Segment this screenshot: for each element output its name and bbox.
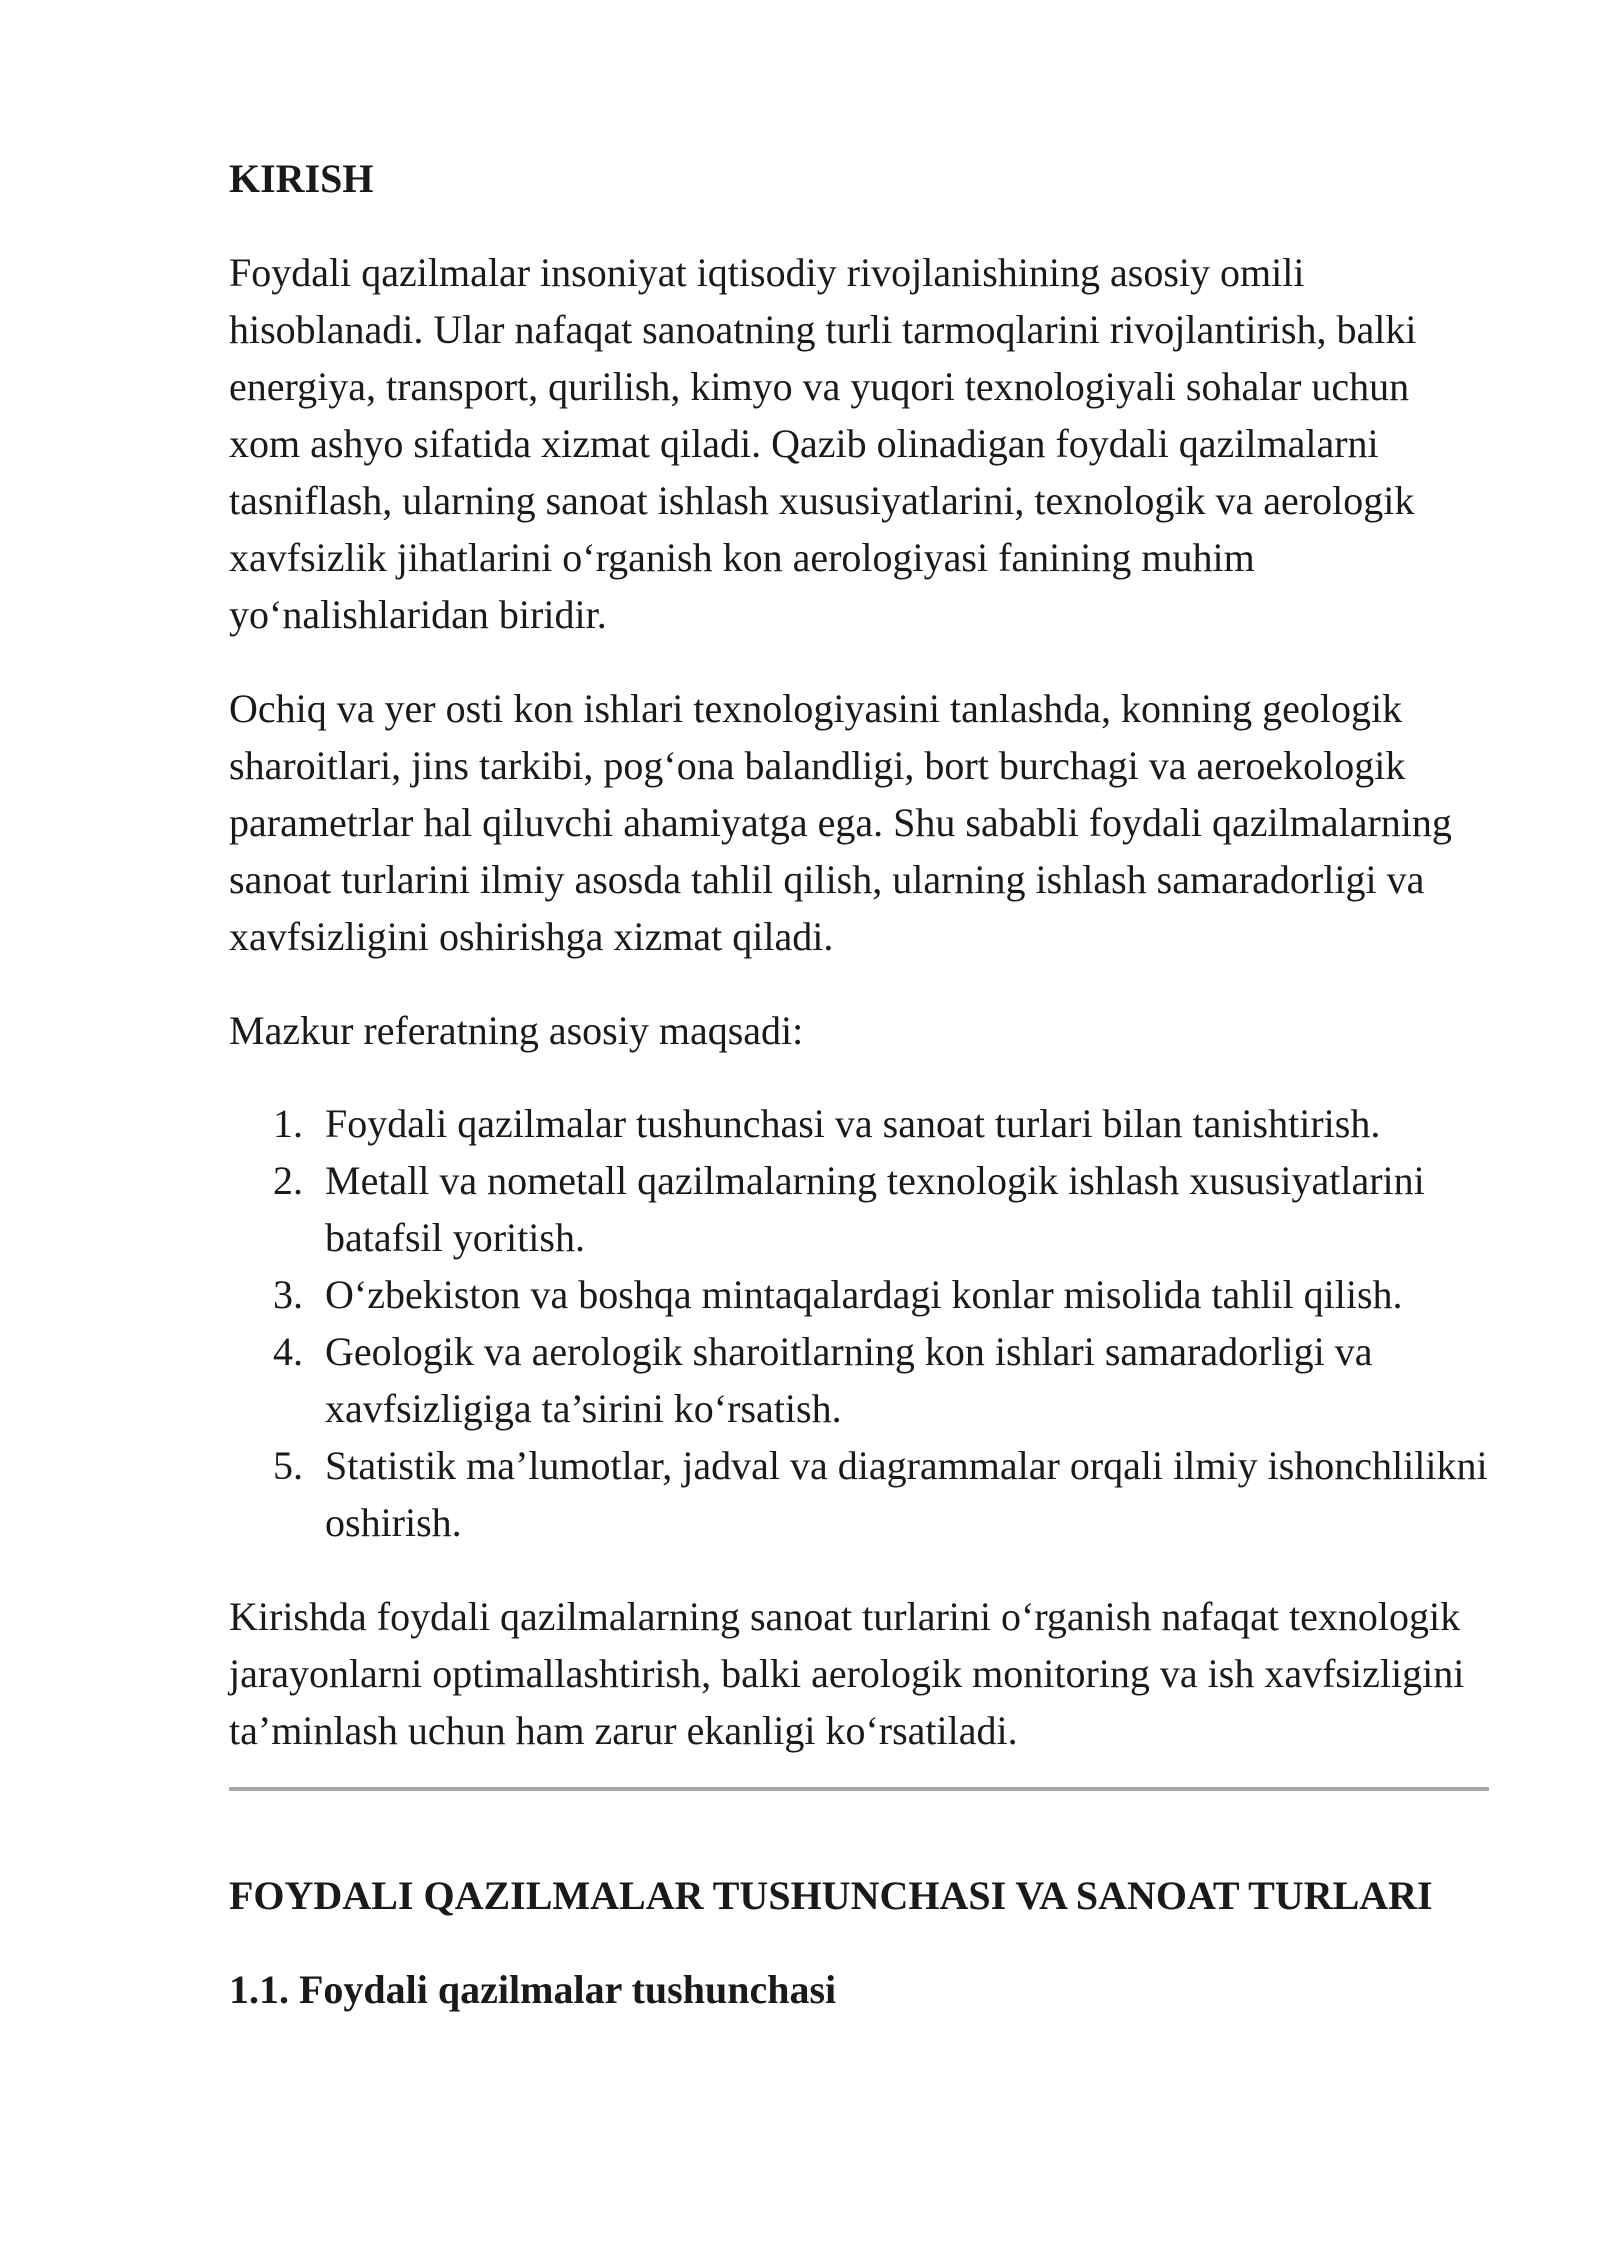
list-item-number: 2.	[273, 1158, 303, 1203]
section-heading-kirish: KIRISH	[229, 156, 374, 201]
intro-paragraph: Foydali qazilmalar insoniyat iqtisodiy rivojlanishining asosiy omili hisoblanadi. Ular nafaqat sanoatning turli tarmoqlarini rivojlantirish, balki energiya, transport, qurilish, kimyo va yuqori texnologiyali sohalar uchun xom ashyo sifatida xizmat qiladi. Qazib olinadigan foydali qazilmalarni tasniflash, ularning sanoat ishlash xususiyatlarini, texnologik va aerologik xavfsizlik jihatlarini o‘rganish kon aerologiyasi fanining muhim yo‘nalishlaridan biridir.	[229, 250, 1417, 637]
document-page	[229, 150, 1489, 2018]
goals-list	[229, 1095, 1489, 1551]
intro-paragraph: Ochiq va yer osti kon ishlari texnologiyasini tanlashda, konning geologik sharoitlari, jins tarkibi, pog‘ona balandligi, bort burchagi va aeroekologik parametrlar hal qiluvchi ahamiyatga ega. Shu sababli foydali qazilmalarning sanoat turlarini ilmiy asosda tahlil qilish, ularning ishlash samaradorligi va xavfsizligini oshirishga xizmat qiladi.	[229, 686, 1452, 959]
list-item-number: 3.	[273, 1272, 303, 1317]
list-item	[229, 1095, 1489, 1152]
list-item-text: Statistik ma’lumotlar, jadval va diagrammalar orqali ilmiy ishonchlilikni oshirish.	[325, 1443, 1488, 1545]
list-item-text: Foydali qazilmalar tushunchasi va sanoat turlari bilan tanishtirish.	[325, 1101, 1381, 1146]
section-divider	[229, 1787, 1489, 1791]
list-item-text: Metall va nometall qazilmalarning texnologik ishlash xususiyatlarini batafsil yoritish.	[325, 1158, 1425, 1260]
list-item	[229, 1152, 1489, 1266]
list-item-text: O‘zbekiston va boshqa mintaqalardagi konlar misolida tahlil qilish.	[325, 1272, 1403, 1317]
goals-lead-paragraph: Mazkur referatning asosiy maqsadi:	[229, 1008, 804, 1053]
list-item	[229, 1323, 1489, 1437]
closing-paragraph: Kirishda foydali qazilmalarning sanoat turlarini o‘rganish nafaqat texnologik jarayonlarni optimallashtirish, balki aerologik monitoring va ish xavfsizligini ta’minlash uchun ham zarur ekanligi ko‘rsatiladi.	[229, 1594, 1465, 1753]
list-item	[229, 1437, 1489, 1551]
list-item-text: Geologik va aerologik sharoitlarning kon ishlari samaradorligi va xavfsizligiga ta’sirini ko‘rsatish.	[325, 1329, 1373, 1431]
chapter-heading: FOYDALI QAZILMALAR TUSHUNCHASI VA SANOAT TURLARI	[229, 1873, 1433, 1918]
list-item-number: 5.	[273, 1443, 303, 1488]
list-item-number: 1.	[273, 1101, 303, 1146]
list-item-number: 4.	[273, 1329, 303, 1374]
list-item	[229, 1266, 1489, 1323]
subsection-heading: 1.1. Foydali qazilmalar tushunchasi	[229, 1967, 837, 2012]
